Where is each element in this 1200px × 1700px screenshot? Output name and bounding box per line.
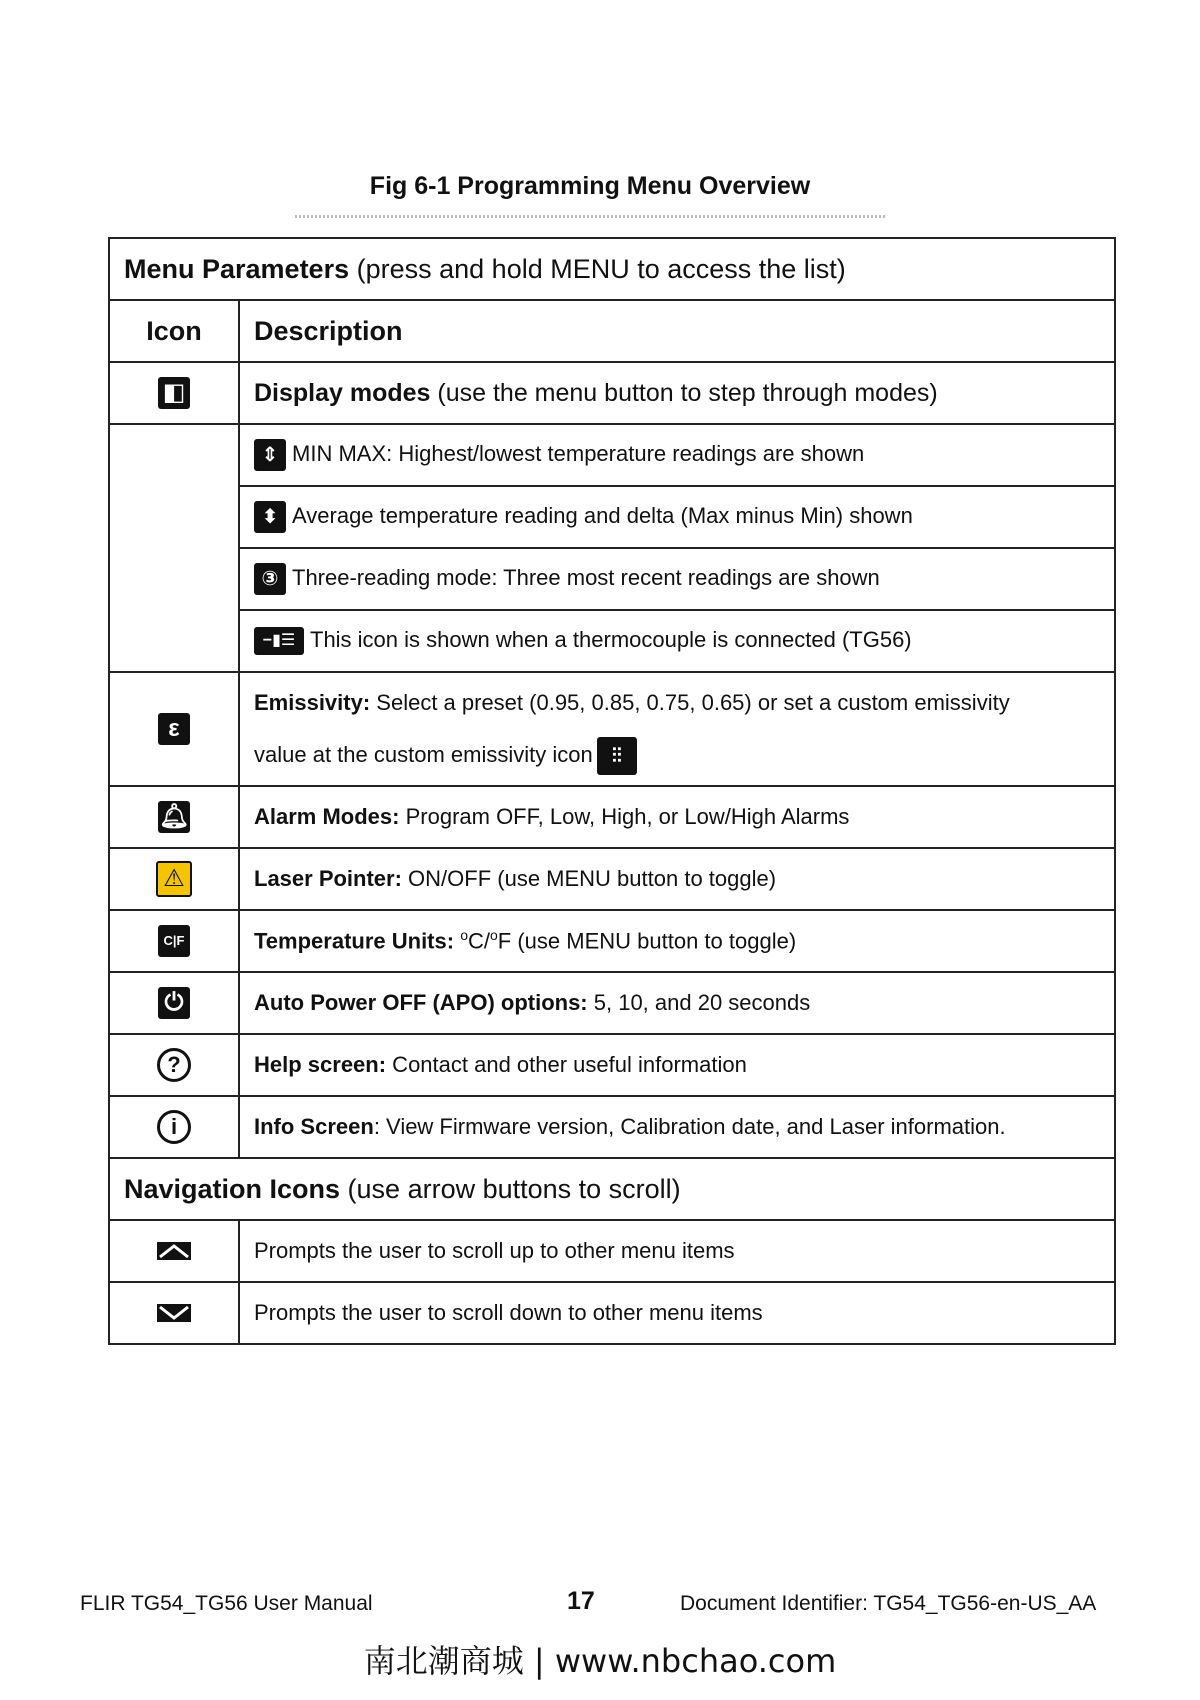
min-max-text: MIN MAX: Highest/lowest temperature readings are shown (292, 440, 865, 466)
three-reading-icon: ③ (254, 563, 286, 595)
units-description (239, 910, 1115, 972)
average-delta-text: Average temperature reading and delta (Max minus Min) shown (292, 502, 913, 528)
table-row (109, 1034, 1115, 1096)
watermark: 南北潮商城 | www.nbchao.com (363, 1642, 837, 1680)
scroll-up-icon (157, 1242, 191, 1260)
table-row (109, 610, 1115, 672)
list-item (239, 486, 1115, 548)
menu-parameters-subtitle: (press and hold MENU to access the list) (349, 253, 846, 284)
navigation-icons-header (109, 1158, 1115, 1220)
table-row (109, 1220, 1115, 1282)
degree-sign-c: o (460, 927, 468, 944)
help-icon: ? (157, 1048, 191, 1082)
description-column-header: Description (239, 300, 1115, 362)
info-description (239, 1096, 1115, 1158)
display-modes-description (239, 362, 1115, 424)
navigation-header-row (109, 1158, 1115, 1220)
table-row (109, 548, 1115, 610)
emissivity-text-2: value at the custom emissivity icon (254, 742, 593, 767)
laser-text: ON/OFF (use MENU button to toggle) (401, 866, 777, 891)
custom-emissivity-icon: ⫶⫶ (597, 737, 637, 775)
table-row (109, 786, 1115, 848)
alarm-bell-icon: 🔔︎ (158, 801, 190, 833)
thermocouple-icon: −▮☰ (254, 627, 304, 655)
table-row (109, 910, 1115, 972)
apo-description (239, 972, 1115, 1034)
alarm-description (239, 786, 1115, 848)
help-text: Contact and other useful information (386, 1052, 747, 1077)
average-delta-icon: ⬍ (254, 501, 286, 533)
apo-text: 5, 10, and 20 seconds (587, 990, 811, 1015)
three-reading-text: Three-reading mode: Three most recent readings are shown (292, 564, 880, 590)
scroll-down-description: Prompts the user to scroll down to other menu items (239, 1282, 1115, 1344)
table-row (109, 424, 1115, 486)
list-item (239, 548, 1115, 610)
display-modes-icon: ◧ (158, 377, 190, 409)
column-header-row (109, 300, 1115, 362)
emissivity-description (239, 672, 1115, 786)
table-row (109, 672, 1115, 786)
units-label: Temperature Units: (254, 928, 455, 954)
thermocouple-text: This icon is shown when a thermocouple is connected (TG56) (310, 626, 912, 652)
help-description (239, 1034, 1115, 1096)
title-divider (295, 215, 885, 218)
display-modes-label: Display modes (254, 378, 431, 407)
laser-label: Laser Pointer: (254, 866, 402, 891)
auto-power-off-icon: ⏻ (158, 987, 190, 1019)
menu-parameters-header-row (109, 238, 1115, 300)
info-label: Info Screen (254, 1114, 374, 1139)
navigation-icons-subtitle: (use arrow buttons to scroll) (340, 1173, 681, 1204)
table-row (109, 1096, 1115, 1158)
list-item (239, 424, 1115, 486)
temperature-units-icon: C|F (158, 925, 190, 957)
menu-parameters-header (109, 238, 1115, 300)
document-identifier: Document Identifier: TG54_TG56-en-US_AA (680, 1592, 1097, 1615)
alarm-text: Program OFF, Low, High, or Low/High Alarms (399, 804, 850, 829)
page-number: 17 (567, 1587, 595, 1615)
units-fahrenheit-text: F (use MENU button to toggle) (497, 928, 797, 954)
min-max-icon: ⇕ (254, 439, 286, 471)
table-row (109, 848, 1115, 910)
laser-warning-icon: ⚠ (156, 861, 192, 897)
display-modes-text: (use the menu button to step through modes) (430, 378, 938, 407)
icon-column-header: Icon (109, 300, 239, 362)
scroll-up-description: Prompts the user to scroll up to other menu items (239, 1220, 1115, 1282)
footer-manual-title: FLIR TG54_TG56 User Manual (80, 1592, 373, 1615)
laser-description (239, 848, 1115, 910)
info-text: : View Firmware version, Calibration date, and Laser information. (373, 1114, 1006, 1139)
alarm-label: Alarm Modes: (254, 804, 400, 829)
units-celsius: C/ (468, 928, 490, 954)
empty-icon-cell (109, 424, 239, 672)
list-item (239, 610, 1115, 672)
emissivity-icon: ε (158, 713, 190, 745)
info-icon: i (157, 1110, 191, 1144)
figure-title: Fig 6-1 Programming Menu Overview (369, 172, 811, 200)
table-row (109, 362, 1115, 424)
menu-parameters-title: Menu Parameters (124, 253, 350, 284)
table-row (109, 486, 1115, 548)
menu-overview-table (108, 237, 1116, 1345)
help-label: Help screen: (254, 1052, 387, 1077)
emissivity-text-1: Select a preset (0.95, 0.85, 0.75, 0.65) or set a custom emissivity (370, 690, 1010, 715)
table-row (109, 1282, 1115, 1344)
scroll-down-icon (157, 1304, 191, 1322)
emissivity-label: Emissivity: (254, 690, 371, 715)
degree-sign-f: o (490, 927, 498, 944)
navigation-icons-title: Navigation Icons (124, 1173, 341, 1204)
table-row (109, 972, 1115, 1034)
apo-label: Auto Power OFF (APO) options: (254, 990, 588, 1015)
